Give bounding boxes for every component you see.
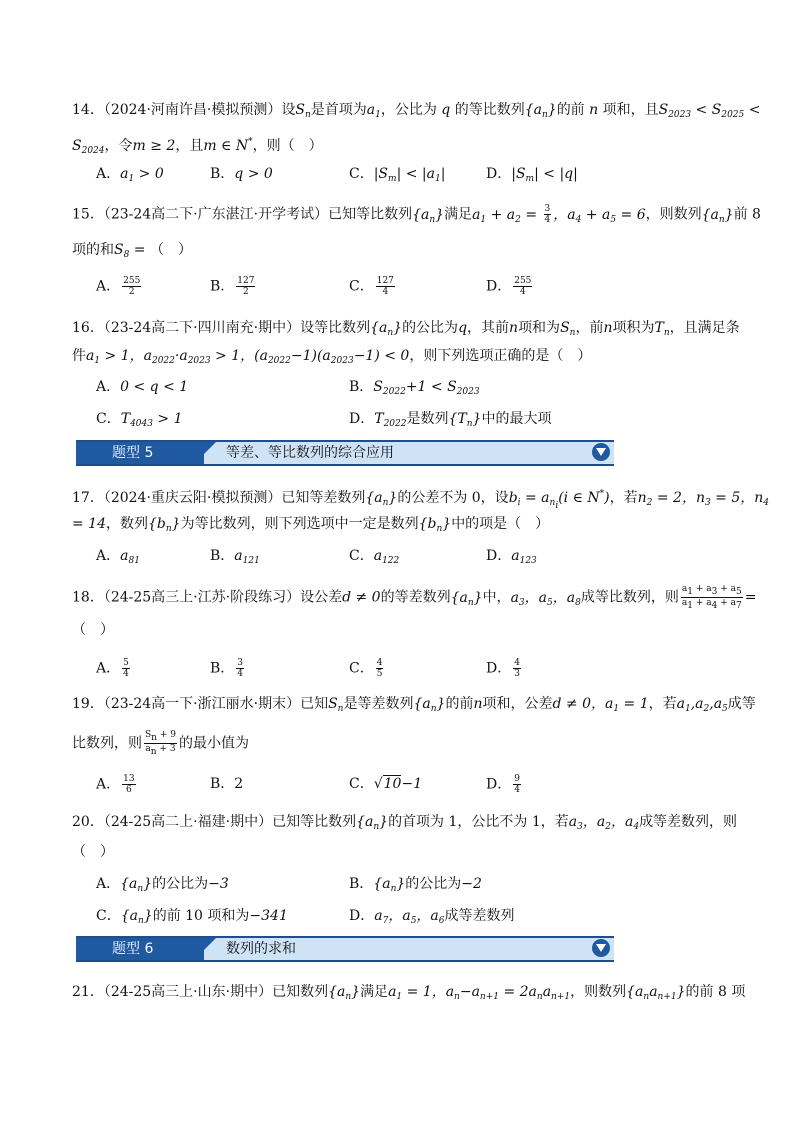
q19-option-b[interactable]: B．2 [210,776,244,792]
q15-line1: 15．（23-24高二下·广东湛江·开学考试）已知等比数列$\{a_n\}$满足$a_1 + a_2$ = $\frac{3}{4}$ ，$a_4 + a_5 = 6$，则数列$\{a_n\}$前 8 [72,204,761,225]
q18-option-c[interactable]: C． $\frac{4}{5}$ [349,658,383,679]
q17-line1: 17．（2024·重庆云阳·模拟预测）已知等差数列$\{a_n\}$的公差不为 0，设$b_i = a_{n_i}(i$ ∈ N*)，若$n_2 = 2$，$n_3 = 5$，$n_4$ [72,489,769,511]
q14-line2: $S_{2024}$，令m ≥ 2，且m ∈ N*，则（ ） [72,137,323,156]
q18-option-b[interactable]: B． $\frac{3}{4}$ [210,658,244,679]
q15-option-a[interactable]: A． $\frac{255}{2}$ [96,276,141,297]
q20-option-a[interactable]: A．$\{a_n\}$的公比为−3 [96,876,229,894]
q17-line2: = 14，数列$\{b_n\}$为等比数列，则下列选项中一定是数列$\{b_n\}$中的项是（ ） [72,516,550,534]
q20-option-b[interactable]: B．$\{a_n\}$的公比为−2 [349,876,482,894]
q15-line2: 项的和$S_8$ = （ ） [72,242,192,260]
section-tag: 题型 6 [76,938,204,960]
q14-option-c[interactable]: C．$|S_m| < |a_1|$ [349,166,446,184]
q16-option-b[interactable]: B．$S_{2022}+1 < S_{2023}$ [349,379,480,397]
q18-line2: （ ） [72,622,114,638]
q19-option-c[interactable]: C．√10−1 [349,776,423,792]
section-tag: 题型 5 [76,442,204,464]
q16-option-a[interactable]: A．0 < q < 1 [96,379,189,395]
q20-option-c[interactable]: C．$\{a_n\}$的前 10 项和为−341 [96,908,288,926]
q16-line1: 16．（23-24高二下·四川南充·期中）设等比数列$\{a_n\}$的公比为q，其前n项和为$S_n$，前n项积为$T_n$，且满足条 [72,320,740,338]
q20-line2: （ ） [72,844,114,860]
section-header-5 [76,440,614,466]
q18-line1: 18．（24-25高三上·江苏·阶段练习）设公差d ≠ 0的等差数列$\{a_n\}$中，$a_3$，$a_5$，$a_8$成等比数列，则 $\frac{a_1 + a_3 + a_5}{a_1 + a_4 + a_7}$ = [72,584,757,611]
q14-option-d[interactable]: D．$|S_m| < |q|$ [486,166,578,184]
q15-option-d[interactable]: D． $\frac{255}{4}$ [486,276,532,297]
q14-option-b[interactable]: B．q > 0 [210,166,273,182]
section-title: 数列的求和 [226,941,296,957]
q16-option-c[interactable]: C．$T_{4043} > 1$ [96,411,183,429]
q19-line1: 19．（23-24高一下·浙江丽水·期末）已知$S_n$是等差数列$\{a_n\}$的前n项和，公差d ≠ 0，$a_1 = 1$，若$a_1,a_2,a_5$成等 [72,696,756,714]
q18-option-d[interactable]: D． $\frac{4}{3}$ [486,658,520,679]
q18-option-a[interactable]: A． $\frac{5}{4}$ [96,658,129,679]
q15-option-b[interactable]: B． $\frac{127}{2}$ [210,276,255,297]
q19-option-d[interactable]: D． $\frac{9}{4}$ [486,774,520,795]
section-title: 等差、等比数列的综合应用 [226,445,394,461]
chevron-down-icon[interactable] [592,443,610,461]
q16-option-d[interactable]: D．$T_{2022}$是数列$\{T_n\}$中的最大项 [349,411,552,429]
q19-option-a[interactable]: A． $\frac{13}{6}$ [96,774,135,795]
q17-option-c[interactable]: C．$a_{122}$ [349,548,400,566]
q21-line1: 21．（24-25高三上·山东·期中）已知数列$\{a_n\}$满足$a_1 = 1$，$a_n-a_{n+1} = 2a_na_{n+1}$，则数列$\{a_na_{n+1}\}$的前 8 项 [72,984,746,1002]
q17-option-a[interactable]: A．$a_{81}$ [96,548,140,566]
section-header-6 [76,936,614,962]
q20-option-d[interactable]: D．$a_7$，$a_5$，$a_6$成等差数列 [349,908,515,926]
q17-option-d[interactable]: D．$a_{123}$ [486,548,537,566]
q20-line1: 20．（24-25高二上·福建·期中）已知等比数列$\{a_n\}$的首项为 1，公比不为 1，若$a_3$，$a_2$，$a_4$成等差数列，则 [72,814,738,832]
q19-line2: 比数列，则 $\frac{S_n + 9}{a_n + 3}$ 的最小值为 [72,730,249,757]
chevron-down-icon[interactable] [592,939,610,957]
q17-option-b[interactable]: B．$a_{121}$ [210,548,260,566]
q14-line1: 14．（2024·河南许昌·模拟预测）设$S_n$是首项为$a_1$，公比为 q 的等比数列$\{a_n\}$的前 n 项和，且$S_{2023} < S_{2025}$ < [72,102,761,120]
q15-option-c[interactable]: C． $\frac{127}{4}$ [349,276,394,297]
q16-line2: 件$a_1 > 1$，$a_{2022}\cdot a_{2023} > 1$，$(a_{2022}-1)(a_{2023}-1) < 0$，则下列选项正确的是（ ） [72,348,592,366]
q14-option-a[interactable]: A．$a_1 > 0$ [96,166,164,184]
